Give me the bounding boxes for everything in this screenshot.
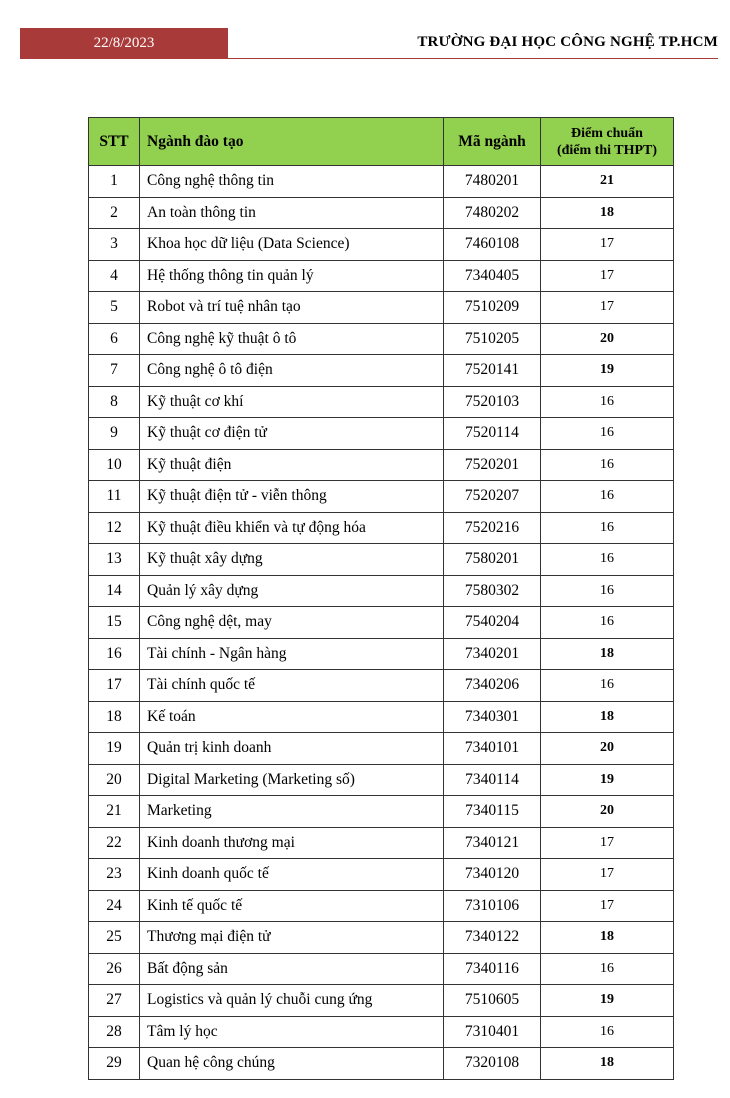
cell-program: Công nghệ ô tô điện <box>140 355 444 387</box>
cell-score: 18 <box>541 701 674 733</box>
cell-score: 16 <box>541 481 674 513</box>
cell-code: 7340121 <box>444 827 541 859</box>
cell-stt: 3 <box>89 229 140 261</box>
table-body <box>89 166 674 1080</box>
table-row <box>89 859 674 891</box>
table-row <box>89 701 674 733</box>
table-row <box>89 544 674 576</box>
date-badge: 22/8/2023 <box>20 28 228 58</box>
cell-score: 17 <box>541 827 674 859</box>
table-row <box>89 323 674 355</box>
cell-program: Kỹ thuật điện <box>140 449 444 481</box>
cell-score: 16 <box>541 670 674 702</box>
cell-code: 7580302 <box>444 575 541 607</box>
cell-score: 17 <box>541 890 674 922</box>
cell-code: 7340116 <box>444 953 541 985</box>
table-row <box>89 890 674 922</box>
cell-program: Marketing <box>140 796 444 828</box>
table-row <box>89 166 674 198</box>
cell-program: Quản lý xây dựng <box>140 575 444 607</box>
cell-program: Tài chính quốc tế <box>140 670 444 702</box>
table-row <box>89 796 674 828</box>
cell-stt: 2 <box>89 197 140 229</box>
cell-stt: 7 <box>89 355 140 387</box>
table-row <box>89 386 674 418</box>
table-row <box>89 1016 674 1048</box>
column-header-score-line2: (điểm thi THPT) <box>556 142 658 158</box>
cell-code: 7340115 <box>444 796 541 828</box>
cell-code: 7510209 <box>444 292 541 324</box>
table-row <box>89 512 674 544</box>
cell-program: Logistics và quản lý chuỗi cung ứng <box>140 985 444 1017</box>
cell-program: Kinh tế quốc tế <box>140 890 444 922</box>
cell-stt: 9 <box>89 418 140 450</box>
cell-score: 19 <box>541 985 674 1017</box>
cell-code: 7340301 <box>444 701 541 733</box>
cell-code: 7340201 <box>444 638 541 670</box>
cell-code: 7580201 <box>444 544 541 576</box>
cell-code: 7480201 <box>444 166 541 198</box>
cell-stt: 13 <box>89 544 140 576</box>
table-row <box>89 229 674 261</box>
cell-score: 20 <box>541 733 674 765</box>
cell-score: 18 <box>541 1048 674 1080</box>
cell-code: 7310401 <box>444 1016 541 1048</box>
cell-code: 7340122 <box>444 922 541 954</box>
cell-score: 16 <box>541 449 674 481</box>
cell-score: 16 <box>541 386 674 418</box>
cell-score: 17 <box>541 229 674 261</box>
cell-program: Digital Marketing (Marketing số) <box>140 764 444 796</box>
cell-code: 7510605 <box>444 985 541 1017</box>
cell-score: 16 <box>541 953 674 985</box>
column-header-score-line1: Điểm chuẩn <box>571 125 643 141</box>
cell-score: 17 <box>541 260 674 292</box>
admission-score-table <box>88 117 674 1080</box>
cell-program: Quan hệ công chúng <box>140 1048 444 1080</box>
cell-stt: 20 <box>89 764 140 796</box>
cell-program: Công nghệ dệt, may <box>140 607 444 639</box>
cell-program: An toàn thông tin <box>140 197 444 229</box>
table-header-row <box>89 118 674 166</box>
table-row <box>89 292 674 324</box>
cell-program: Kỹ thuật xây dựng <box>140 544 444 576</box>
cell-program: Kinh doanh quốc tế <box>140 859 444 891</box>
cell-stt: 16 <box>89 638 140 670</box>
cell-score: 16 <box>541 512 674 544</box>
cell-code: 7510205 <box>444 323 541 355</box>
cell-code: 7520103 <box>444 386 541 418</box>
table-row <box>89 670 674 702</box>
cell-code: 7340120 <box>444 859 541 891</box>
cell-program: Thương mại điện tử <box>140 922 444 954</box>
table-row <box>89 953 674 985</box>
cell-score: 20 <box>541 796 674 828</box>
cell-stt: 4 <box>89 260 140 292</box>
column-header-program: Ngành đào tạo <box>140 118 444 166</box>
cell-stt: 8 <box>89 386 140 418</box>
table-row <box>89 733 674 765</box>
cell-stt: 6 <box>89 323 140 355</box>
table-row <box>89 764 674 796</box>
table-row <box>89 355 674 387</box>
cell-program: Hệ thống thông tin quản lý <box>140 260 444 292</box>
column-header-score <box>541 118 674 166</box>
cell-code: 7340114 <box>444 764 541 796</box>
cell-code: 7540204 <box>444 607 541 639</box>
institution-title: TRƯỜNG ĐẠI HỌC CÔNG NGHỆ TP.HCM <box>417 34 718 50</box>
cell-stt: 21 <box>89 796 140 828</box>
cell-code: 7340101 <box>444 733 541 765</box>
cell-stt: 14 <box>89 575 140 607</box>
table-row <box>89 922 674 954</box>
cell-score: 17 <box>541 859 674 891</box>
cell-program: Kỹ thuật điều khiển và tự động hóa <box>140 512 444 544</box>
cell-stt: 26 <box>89 953 140 985</box>
cell-stt: 1 <box>89 166 140 198</box>
cell-code: 7520141 <box>444 355 541 387</box>
cell-score: 18 <box>541 197 674 229</box>
column-header-stt: STT <box>89 118 140 166</box>
table-row <box>89 449 674 481</box>
admission-score-table-container <box>88 117 673 1080</box>
cell-stt: 24 <box>89 890 140 922</box>
table-row <box>89 260 674 292</box>
cell-code: 7520207 <box>444 481 541 513</box>
cell-program: Kỹ thuật cơ điện tử <box>140 418 444 450</box>
cell-code: 7320108 <box>444 1048 541 1080</box>
table-row <box>89 827 674 859</box>
cell-score: 21 <box>541 166 674 198</box>
table-row <box>89 985 674 1017</box>
cell-stt: 12 <box>89 512 140 544</box>
cell-program: Kỹ thuật cơ khí <box>140 386 444 418</box>
cell-score: 16 <box>541 1016 674 1048</box>
cell-stt: 15 <box>89 607 140 639</box>
cell-score: 16 <box>541 575 674 607</box>
cell-stt: 23 <box>89 859 140 891</box>
cell-program: Kinh doanh thương mại <box>140 827 444 859</box>
cell-program: Khoa học dữ liệu (Data Science) <box>140 229 444 261</box>
cell-program: Công nghệ kỹ thuật ô tô <box>140 323 444 355</box>
cell-program: Bất động sản <box>140 953 444 985</box>
cell-score: 16 <box>541 544 674 576</box>
cell-score: 17 <box>541 292 674 324</box>
cell-stt: 10 <box>89 449 140 481</box>
cell-stt: 5 <box>89 292 140 324</box>
cell-stt: 11 <box>89 481 140 513</box>
cell-stt: 17 <box>89 670 140 702</box>
cell-code: 7520216 <box>444 512 541 544</box>
table-row <box>89 638 674 670</box>
cell-stt: 29 <box>89 1048 140 1080</box>
cell-score: 19 <box>541 355 674 387</box>
cell-stt: 28 <box>89 1016 140 1048</box>
cell-program: Tài chính - Ngân hàng <box>140 638 444 670</box>
table-row <box>89 575 674 607</box>
cell-code: 7480202 <box>444 197 541 229</box>
cell-stt: 25 <box>89 922 140 954</box>
cell-program: Quản trị kinh doanh <box>140 733 444 765</box>
table-row <box>89 1048 674 1080</box>
cell-code: 7460108 <box>444 229 541 261</box>
cell-code: 7340405 <box>444 260 541 292</box>
cell-program: Kế toán <box>140 701 444 733</box>
table-row <box>89 197 674 229</box>
cell-code: 7310106 <box>444 890 541 922</box>
column-header-code: Mã ngành <box>444 118 541 166</box>
cell-stt: 22 <box>89 827 140 859</box>
cell-stt: 19 <box>89 733 140 765</box>
cell-program: Công nghệ thông tin <box>140 166 444 198</box>
cell-score: 19 <box>541 764 674 796</box>
cell-stt: 18 <box>89 701 140 733</box>
cell-code: 7520114 <box>444 418 541 450</box>
table-row <box>89 607 674 639</box>
cell-stt: 27 <box>89 985 140 1017</box>
cell-code: 7520201 <box>444 449 541 481</box>
cell-score: 20 <box>541 323 674 355</box>
cell-program: Tâm lý học <box>140 1016 444 1048</box>
cell-score: 18 <box>541 638 674 670</box>
cell-score: 18 <box>541 922 674 954</box>
cell-score: 16 <box>541 418 674 450</box>
cell-program: Kỹ thuật điện tử - viễn thông <box>140 481 444 513</box>
table-row <box>89 481 674 513</box>
cell-program: Robot và trí tuệ nhân tạo <box>140 292 444 324</box>
cell-score: 16 <box>541 607 674 639</box>
header-divider <box>20 58 718 59</box>
table-row <box>89 418 674 450</box>
cell-code: 7340206 <box>444 670 541 702</box>
